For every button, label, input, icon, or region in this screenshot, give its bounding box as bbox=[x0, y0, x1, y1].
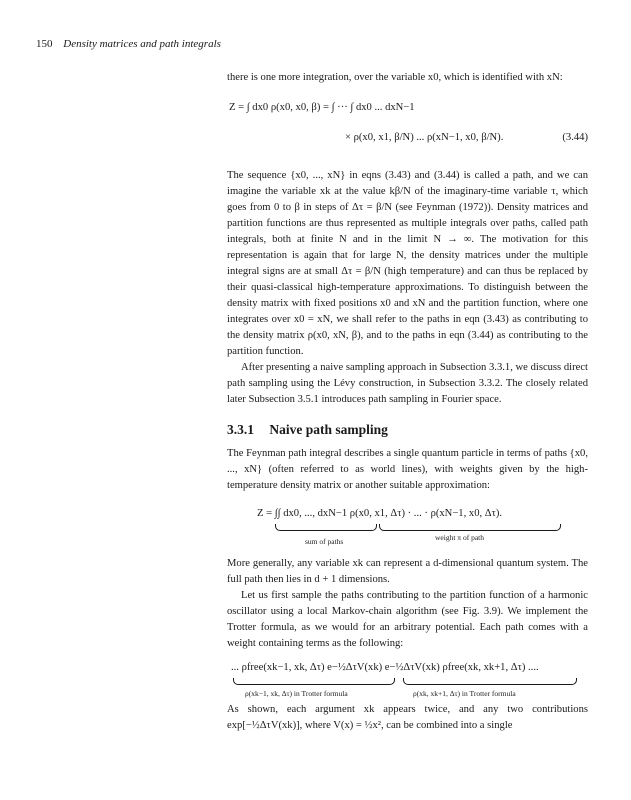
label-weight: weight π of path bbox=[435, 533, 484, 542]
paragraph-3: After presenting a naive sampling approach in Subsection 3.3.1, we discuss direct path sampling using the Lévy construction, in Subsection 3.3.2. The closely related later Subsection 3.5.1 introduces path sampling in Fourier space. bbox=[227, 362, 588, 405]
equation-trotter bbox=[227, 658, 588, 698]
equation-3-44-line-1: Z = ∫ dx0 ρ(x0, x0, β) = ∫ ··· ∫ dx0 ... dxN−1 bbox=[229, 102, 415, 113]
section-heading bbox=[227, 422, 588, 438]
chapter-title: Density matrices and path integrals bbox=[63, 38, 221, 50]
paragraph-2: The sequence {x0, ..., xN} in eqns (3.43) and (3.44) is called a path, and we can imagine the variable xk at the value kβ/N of the imaginary-time variable τ, which goes from 0 to β in steps of Δτ = β/N (see Feynman (1972)). Density matrices and partition functions are thus represented as multiple integrals over paths, called path integrals, both at finite N and in the limit N → ∞. The motivation for this representation is again that for large N, the density matrices under the multiple integral signs are at small Δτ = β/N (high temperature) and can thus be replaced by their quasi-classical high-temperature approximations. To distinguish between the density matrix with fixed positions x0 and xN and the partition function, where one integrates over x0 = xN, we shall refer to the paths in eqn (3.43) as contributing to the density matrix ρ(x0, xN, β), and to the paths in eqn (3.44) as contributing to the partition function. bbox=[227, 170, 588, 357]
running-head bbox=[36, 38, 221, 50]
paragraph-4: The Feynman path integral describes a single quantum particle in terms of paths {x0, ..., xN} (often referred to as world lines), with weights given by the high-temperature density matrix or another suitable approximation: bbox=[227, 448, 588, 491]
label-trotter-right: ρ(xk, xk+1, Δτ) in Trotter formula bbox=[413, 689, 516, 698]
text-column bbox=[227, 70, 588, 734]
label-trotter-left: ρ(xk−1, xk, Δτ) in Trotter formula bbox=[245, 689, 348, 698]
label-sum-of-paths: sum of paths bbox=[305, 537, 344, 546]
equation-path-integral bbox=[227, 500, 588, 552]
equation-trotter-body: ... ρfree(xk−1, xk, Δτ) e−½ΔτV(xk) e−½ΔτV(xk) ρfree(xk, xk+1, Δτ) .... bbox=[231, 662, 539, 673]
equation-path-integral-body: Z = ∫∫ dx0, ..., dxN−1 ρ(x0, x1, Δτ) · ... · ρ(xN−1, x0, Δτ). bbox=[257, 508, 503, 519]
equation-3-44-line-2: × ρ(x0, x1, β/N) ... ρ(xN−1, x0, β/N). bbox=[345, 132, 504, 143]
section-number: 3.3.1 bbox=[227, 422, 254, 437]
underbrace-left bbox=[233, 678, 395, 685]
equation-number: (3.44) bbox=[562, 132, 588, 143]
equation-3-44 bbox=[227, 94, 588, 162]
paragraph-5: More generally, any variable xk can represent a d-dimensional quantum system. The full path then lies in d + 1 dimensions. bbox=[227, 558, 588, 585]
section-title: Naive path sampling bbox=[269, 422, 388, 437]
underbrace-right bbox=[403, 678, 577, 685]
paragraph-6: Let us first sample the paths contributing to the partition function of a harmonic oscillator using a local Markov-chain algorithm (see Fig. 3.9). We implement the Trotter formula, as we would for an arbitrary potential. Each path comes with a weight containing terms as the following: bbox=[227, 590, 588, 649]
paragraph-1: there is one more integration, over the variable x0, which is identified with xN: bbox=[227, 72, 563, 83]
page-number: 150 bbox=[36, 38, 53, 50]
underbrace-sum bbox=[275, 524, 377, 531]
paragraph-7: As shown, each argument xk appears twice, and any two contributions exp[−½ΔτV(xk)], where V(x) = ½x², can be combined into a single bbox=[227, 704, 588, 731]
